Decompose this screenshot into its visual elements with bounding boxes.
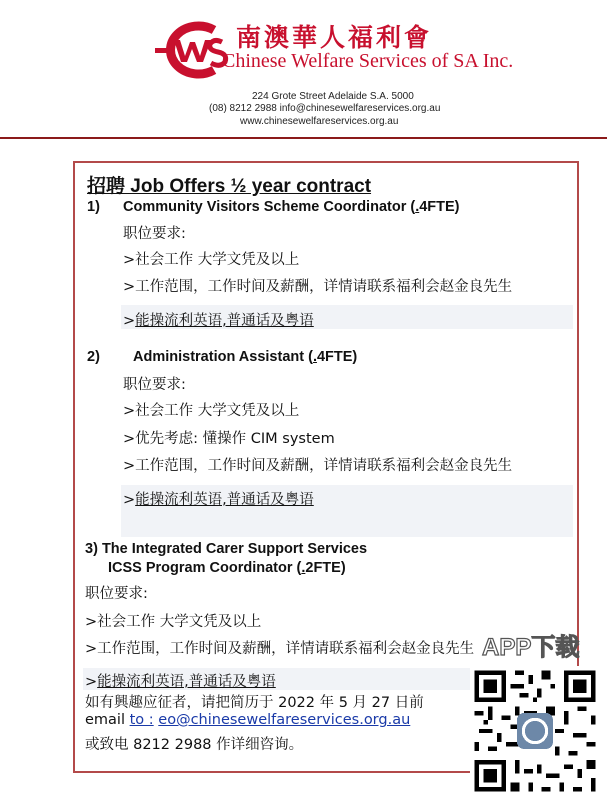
job-2-req-line: >工作范围，工作时间及薪酬，详情请联系福利会赵金良先生 [123, 458, 513, 474]
email-link[interactable]: eo@chinesewelfareservices.org.au [158, 712, 411, 728]
job-1-lang: 能操流利英语,普通话及粤语 [135, 313, 314, 329]
job-2-req-line: >优先考虑: 懂操作 CIM system [123, 431, 335, 447]
job-2-fte: 4FTE) [316, 349, 358, 365]
phone-line: 或致电 8212 2988 作详细咨询。 [85, 737, 304, 753]
job-2-title [133, 349, 357, 365]
job-2-title-text: Administration Assistant ( [133, 349, 313, 365]
job-3-lang-prefix: > [85, 674, 98, 690]
job-3-req-line: >工作范围，工作时间及薪酬，详情请联系福利会赵金良先生 [85, 641, 475, 657]
job-1-number: 1) [87, 199, 100, 215]
job-2-fte-dot: . [312, 349, 317, 365]
job-2-lang: 能操流利英语,普通话及粤语 [135, 492, 314, 508]
job-1-fte: 4FTE) [419, 199, 460, 215]
job-2-req-heading: 职位要求: [123, 377, 186, 393]
org-name-english: Chinese Welfare Services of SA Inc. [222, 50, 514, 72]
job-2-number: 2) [87, 349, 100, 365]
job-1-req-heading: 职位要求: [123, 226, 186, 242]
job-3-req-line: >社会工作 大学文凭及以上 [85, 614, 262, 630]
qr-code-icon[interactable] [470, 666, 600, 796]
job-3-lang-line [85, 670, 276, 691]
job-3-title-line2-text: ICSS Program Coordinator ( [108, 560, 302, 576]
job-1-req-line: >社会工作 大学文凭及以上 [123, 252, 300, 268]
job-3-fte: 2FTE) [305, 560, 346, 576]
job-2-req-line: >社会工作 大学文凭及以上 [123, 403, 300, 419]
job-3-lang: 能操流利英语,普通话及粤语 [97, 674, 276, 690]
page-title: 招聘 Job Offers ½ year contract [87, 176, 372, 197]
job-1-fte-dot: . [415, 199, 420, 215]
job-3-number: 3) [85, 541, 98, 557]
letterhead [0, 0, 607, 140]
job-1-lang-line [123, 309, 314, 330]
header-divider [0, 137, 607, 139]
job-1-req-line: >工作范围，工作时间及薪酬，详情请联系福利会赵金良先生 [123, 279, 513, 295]
job-3-req-heading: 职位要求: [85, 586, 148, 602]
address: 224 Grote Street Adelaide S.A. 5000 [252, 91, 414, 102]
job-1-lang-prefix: > [123, 313, 136, 329]
job-3-title-line1: The Integrated Carer Support Services [101, 541, 368, 557]
app-download-badge[interactable]: APP下载 [482, 634, 580, 661]
job-1-title [123, 199, 460, 215]
email-prefix: email [85, 712, 130, 728]
apply-deadline-line: 如有興趣应征者，请把简历于 2022 年 5 月 27 日前 [85, 695, 424, 711]
email-to-label: to : [129, 712, 154, 728]
website-link[interactable]: www.chinesewelfareservices.org.au [240, 116, 399, 127]
job-2-lang-line [123, 488, 314, 509]
job-3-fte-dot: . [301, 560, 306, 576]
job-3-title-line2 [108, 560, 346, 576]
job-1-title-text: Community Visitors Scheme Coordinator ( [123, 199, 416, 215]
org-name-chinese: 南澳華人福利會 [236, 23, 433, 52]
job-3-title [85, 541, 367, 557]
job-2-lang-prefix: > [123, 492, 136, 508]
contact-line: (08) 8212 2988 info@chinesewelfareservices.org.au [209, 103, 441, 114]
email-line [85, 712, 410, 728]
